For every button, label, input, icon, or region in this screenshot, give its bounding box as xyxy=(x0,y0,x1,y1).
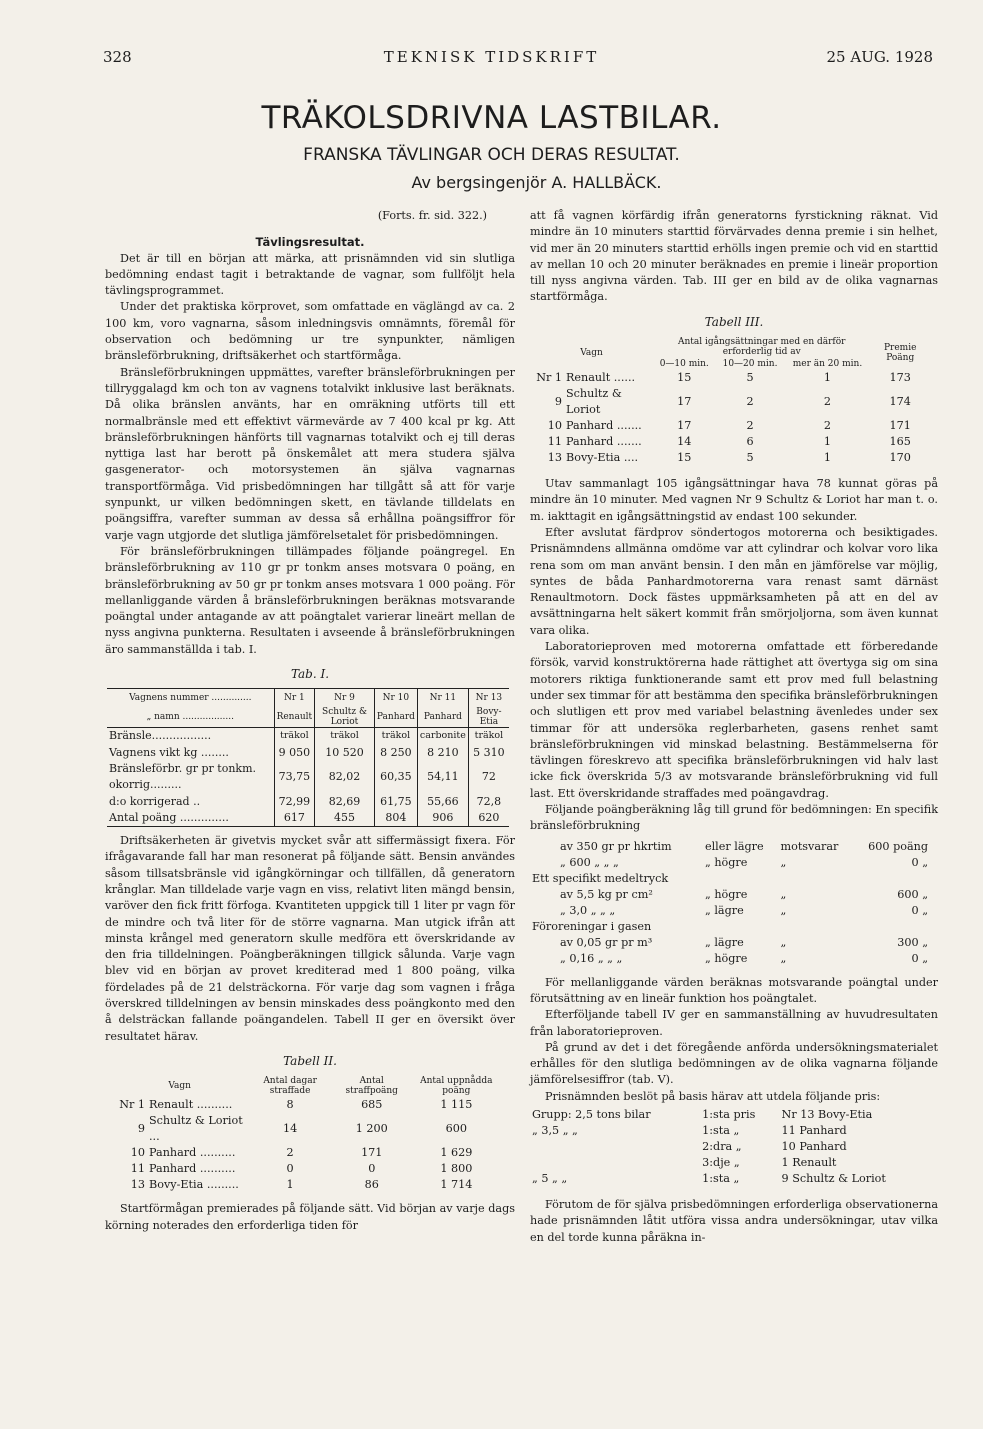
continued-note: (Forts. fr. sid. 322.) xyxy=(377,209,487,222)
row-number: 10 xyxy=(130,1146,145,1160)
paragraph: Startförmågan premierades på följande sätt. Vid början av varje dags körning noterades den erforderliga tiden för xyxy=(105,1202,515,1232)
table-cell: 8 xyxy=(286,1098,294,1112)
points-condition: „ 0,16 „ „ „ xyxy=(560,951,623,965)
points-value: 600 poäng xyxy=(868,839,928,853)
table-row xyxy=(107,810,509,827)
table-cell: 600 xyxy=(445,1122,467,1136)
table-cell: 73,75 xyxy=(274,761,315,794)
row-number: 10 xyxy=(547,419,562,433)
header-cell: Renault xyxy=(274,707,315,728)
table-caption: Tabell II. xyxy=(283,1053,337,1068)
prize-vehicle: 10 Panhard xyxy=(781,1139,847,1153)
table-cell: 906 xyxy=(417,810,468,827)
table-cell: 55,66 xyxy=(417,794,468,810)
row-number: 13 xyxy=(547,451,562,465)
table-cell: 9 050 xyxy=(274,745,315,761)
header-cell: Antal dagar straffade xyxy=(263,1076,317,1097)
row-label: Schultz & Loriot xyxy=(566,387,622,417)
table-row xyxy=(113,1113,503,1145)
row-number: 9 xyxy=(554,395,562,409)
points-group-label: Föroreningar i gasen xyxy=(532,919,652,933)
prize-rank: 1:sta „ xyxy=(702,1123,740,1137)
points-row xyxy=(530,855,930,871)
table-cell: 82,02 xyxy=(315,761,375,794)
running-header xyxy=(0,48,983,74)
paragraph: Det är till en början att märka, att prisnämnden vid sin slutliga bedömning endast tagit i betraktande de vagnar, som fullföljt hela tävlingsprogrammet. xyxy=(105,251,515,298)
points-row xyxy=(530,935,930,951)
table-cell: 15 xyxy=(677,451,692,465)
table-cell: 61,75 xyxy=(374,794,417,810)
table-cell: 14 xyxy=(282,1122,298,1136)
paragraph: För bränsleförbrukningen tillämpades följande poängregel. En bränsleförbrukning av 110 gr pr tonkm anses motsvara 0 poäng, en bränsleförbrukning av 50 gr pr tonkm anses motsvara 1 000 poäng. För mellanliggande värden å bränsleförbrukningen beräknas motsvarande poängtal under antagande av att poängtalet varierar lineärt mellan de nyss angivna punkterna. Resultaten i avseende å bränsleförbrukningen äro sammanställda i tab. I. xyxy=(105,544,515,656)
row-label: Renault .......... xyxy=(149,1098,233,1112)
points-limit: „ högre xyxy=(704,951,748,965)
journal-name: TEKNISK TIDSKRIFT xyxy=(383,48,600,66)
paragraph: För mellanliggande värden beräknas motsvarande poängtal under förutsättning av en lineär funktion hos poängtalet. xyxy=(530,975,938,1005)
points-limit: „ högre xyxy=(704,887,748,901)
row-number: Nr 1 xyxy=(536,371,562,385)
header-cell: Nr 10 xyxy=(374,689,417,708)
table-row xyxy=(530,386,930,418)
table-caption: Tabell III. xyxy=(704,314,764,329)
table-cell: 455 xyxy=(315,810,375,827)
table-cell: 1 200 xyxy=(355,1122,388,1136)
table-cell: träkol xyxy=(274,728,315,745)
table-cell: 1 xyxy=(823,371,832,385)
table-cell: 620 xyxy=(468,810,509,827)
table-row xyxy=(530,418,930,434)
table-row xyxy=(530,450,930,466)
row-label: Panhard ....... xyxy=(566,435,642,449)
table-cell: 1 115 xyxy=(440,1098,473,1112)
table-cell: 2 xyxy=(746,419,754,433)
points-group-label: Ett specifikt medeltryck xyxy=(532,871,669,885)
points-value: 0 „ xyxy=(911,855,928,869)
header-cell: mer än 20 min. xyxy=(792,359,863,370)
table-cell: 5 xyxy=(746,371,754,385)
header-cell: Vagn xyxy=(580,348,603,359)
row-number: 13 xyxy=(130,1178,145,1192)
table-cell: 1 xyxy=(823,451,832,465)
table-cell: 6 xyxy=(746,435,754,449)
table-row xyxy=(107,794,509,810)
table-cell: 72,8 xyxy=(468,794,509,810)
prize-vehicle: 1 Renault xyxy=(781,1155,837,1169)
section-heading: Tävlingsresultat. xyxy=(255,235,365,250)
paragraph: Prisnämnden beslöt på basis härav att utdela följande pris: xyxy=(545,1089,881,1103)
points-verb: motsvarar xyxy=(780,839,839,853)
header-cell: Antal igångsättningar med en därför erforderlig tid av xyxy=(677,337,846,358)
table-row xyxy=(107,761,509,794)
row-number: 11 xyxy=(547,435,562,449)
table-cell: 617 xyxy=(274,810,315,827)
paragraph: att få vagnen körfärdig ifrån generatorns fyrstickning räknat. Vid mindre än 10 minuters starttid förvärvades denna premie i sin helhet, vid mer än 20 minuters starttid erhölls ingen premie och vid en starttid av mellan 10 och 20 minuter beräknades en premie i lineär proportion till nyss angivna värden. Tab. III ger en bild av de olika vagnarnas startförmåga. xyxy=(530,209,938,304)
header-cell: Schultz & Loriot xyxy=(315,707,375,728)
table-row xyxy=(113,1177,503,1193)
table-row xyxy=(113,1161,503,1177)
paragraph: Utav sammanlagt 105 igångsättningar hava 78 kunnat göras på mindre än 10 minuter. Med vagnen Nr 9 Schultz & Loriot har man t. o. m. iakttagit en igångsättningstid av endast 100 sekunder. xyxy=(530,477,938,523)
table-cell: 60,35 xyxy=(374,761,417,794)
table-row xyxy=(530,370,930,386)
points-value: 0 „ xyxy=(911,951,928,965)
points-condition: av 350 gr pr hkrtim xyxy=(560,839,672,853)
left-column xyxy=(105,208,515,1234)
points-value: 0 „ xyxy=(911,903,928,917)
row-label: Renault ...... xyxy=(566,371,636,385)
points-limit: „ lägre xyxy=(704,935,744,949)
table-cell: 2 xyxy=(286,1146,294,1160)
points-row xyxy=(530,871,930,887)
table-row xyxy=(107,728,509,745)
table-cell: 5 xyxy=(746,451,754,465)
table-cell: 82,69 xyxy=(315,794,375,810)
row-number: 9 xyxy=(137,1122,145,1136)
prize-rank: 1:sta pris xyxy=(702,1107,756,1121)
points-limit: eller lägre xyxy=(704,839,764,853)
paragraph: Bränsleförbrukningen uppmättes, varefter bränsleförbrukningen per tillryggalagd km och ton av vagnens totalvikt inklusive last beräknats. Då olika bränslen använts, har en omräkning utförts till ett normalbränsle med ett effektivt värmevärde av 7 400 kcal pr kg. Att bränsleförbrukningen hänförts till vagnarnas totalvikt och ej till deras nyttiga last har berott på önskemålet att mera studera själva gasgenerator- och motorsystemen än själva vagnarnas transportförmåga. Vid prisbedömningen har tillgått så att för varje synpunkt, ur vilken bedömningen skett, en tävlande tilldelats en poängsiffra, varefter summan av dessa så erhållna poängsiffror för varje vagn utgjorde det slutliga jämförelsetalet för prisbedömningen. xyxy=(105,365,515,542)
row-number: 11 xyxy=(130,1162,145,1176)
prize-row xyxy=(530,1123,930,1139)
table-cell: 171 xyxy=(361,1146,383,1160)
right-column xyxy=(530,208,938,1246)
header-cell: Panhard xyxy=(374,707,417,728)
table-cell: 86 xyxy=(364,1178,379,1192)
table-cell: 14 xyxy=(677,435,692,449)
points-value: 300 „ xyxy=(897,935,928,949)
table-cell: 54,11 xyxy=(417,761,468,794)
header-cell: Premie Poäng xyxy=(883,343,917,364)
points-condition: „ 600 „ „ „ xyxy=(560,855,619,869)
table-cell: 804 xyxy=(374,810,417,827)
table-cell: 1 714 xyxy=(440,1178,473,1192)
header-cell: 10—20 min. xyxy=(722,359,778,370)
header-cell: Vagn xyxy=(168,1081,191,1092)
prize-rank: 1:sta „ xyxy=(702,1171,740,1185)
table-cell: 72,99 xyxy=(274,794,315,810)
table-row xyxy=(530,434,930,450)
points-scheme xyxy=(530,839,930,967)
header-cell: Antal uppnådda poäng xyxy=(420,1076,493,1097)
header-cell: Nr 11 xyxy=(417,689,468,708)
table-cell: 685 xyxy=(361,1098,383,1112)
table-cell: 173 xyxy=(889,371,911,385)
prize-vehicle: 9 Schultz & Loriot xyxy=(781,1171,886,1185)
prize-group xyxy=(530,1139,700,1155)
points-row xyxy=(530,919,930,935)
table-cell: 1 xyxy=(286,1178,294,1192)
paragraph: På grund av det i det föregående anförda undersökningsmaterialet erhålles för den slutliga bedömningen av de olika vagnarna följande jämförelsesiffror (tab. V). xyxy=(530,1040,938,1087)
prize-group: „ 3,5 „ „ xyxy=(532,1123,578,1137)
points-condition: „ 3,0 „ „ „ xyxy=(560,903,616,917)
points-row xyxy=(530,839,930,855)
row-label: Schultz & Loriot ... xyxy=(149,1114,243,1144)
prize-group xyxy=(530,1155,700,1171)
table-cell: 17 xyxy=(677,419,692,433)
paragraph: Förutom de för själva prisbedömningen erforderliga observationerna hade prisnämnden låtit utföra vissa andra undersökningar, utav vilka en del torde kunna påräkna in- xyxy=(530,1197,938,1244)
page-number: 328 xyxy=(103,48,132,66)
table-cell: 2 xyxy=(746,395,754,409)
paragraph: Efterföljande tabell IV ger en sammanställning av huvudresultaten från laboratorieproven. xyxy=(530,1008,938,1038)
table-row xyxy=(113,1097,503,1113)
table-cell: 1 629 xyxy=(440,1146,473,1160)
paragraph: Driftsäkerheten är givetvis mycket svår att siffermässigt fixera. För ifrågavarande fall har man resonerat på följande sätt. Bensin användes såsom tillsatsbränsle vid igångkörningar och tillfällen, då generatorn krånglar. Man tilldelade varje vagn en viss, relativt liten mängd bensin, varöver den fick fritt förfoga. Kvantiteten uppgick till 1 liter pr vagn för de mindre och två liter för de större vagnarna. Man utgick ifrån att minsta krångel med generatorn skulle medföra ett överskridande av den fria tilldelningen. Poängberäkningen tillgick sålunda. Varje vagn blev vid en början av provet krediterad med 1 800 poäng, vilka fördelades på de 21 delsträckorna. För varje dag som vagnen i fråga överskred tilldelningen av bensin minskades dess poängkonto med den å delsträckan fallande poängandelen. Tabell II ger en översikt över resultatet härav. xyxy=(105,834,515,1043)
points-verb: „ xyxy=(780,855,787,869)
row-label: Bovy-Etia .... xyxy=(566,451,639,465)
fuel-consumption-table xyxy=(107,688,509,827)
row-label: Panhard .......... xyxy=(149,1162,236,1176)
article-byline: Av bergsingenjör A. HALLBÄCK. xyxy=(411,173,662,192)
row-label: Bovy-Etia ......... xyxy=(149,1178,239,1192)
prize-rank: 3:dje „ xyxy=(702,1155,740,1169)
row-label: Antal poäng .............. xyxy=(109,810,229,824)
row-label: Panhard .......... xyxy=(149,1146,236,1160)
prize-row xyxy=(530,1155,930,1171)
table-cell: 165 xyxy=(889,435,911,449)
article-subtitle: FRANSKA TÄVLINGAR OCH DERAS RESULTAT. xyxy=(303,145,680,165)
table-cell: 0 xyxy=(286,1162,294,1176)
prize-list xyxy=(530,1107,930,1187)
row-label: Panhard ....... xyxy=(566,419,642,433)
prize-row xyxy=(530,1171,930,1187)
prize-group: Grupp: 2,5 tons bilar xyxy=(532,1107,651,1121)
issue-date: 25 AUG. 1928 xyxy=(826,48,933,66)
table-cell: 8 210 xyxy=(417,745,468,761)
table-cell: 174 xyxy=(889,395,911,409)
points-row xyxy=(530,887,930,903)
points-limit: „ högre xyxy=(704,855,748,869)
table-cell: 2 xyxy=(823,395,832,409)
table-row xyxy=(113,1145,503,1161)
reliability-table xyxy=(113,1075,503,1193)
prize-row xyxy=(530,1107,930,1123)
points-condition: av 0,05 gr pr m³ xyxy=(560,935,653,949)
row-label: Bränsleförbr. gr pr tonkm. okorrig......... xyxy=(109,761,257,792)
points-verb: „ xyxy=(780,935,787,949)
table-cell: 72 xyxy=(468,761,509,794)
table-row xyxy=(107,745,509,761)
row-label: d:o korrigerad .. xyxy=(109,794,201,808)
paragraph: Laboratorieproven med motorerna omfattade ett förberedande försök, varvid konstruktörerna hade rättighet att övertyga sig om sina motorers riktiga funktionerande samt ett prov med full belastning under sex timmar för att bestämma den specifika bränsleförbrukningen och slutligen ett prov med variabel belastning ävenledes under sex timmar för att undersöka reglerbarheten, gasens renhet samt bränsleförbrukningen vid minskad belastning. Bestämmelserna för tävlingen föreskrevo att specifika bränsleförbrukningen vid halv last icke fick överskrida 5/3 av motsvarande bränsleförbrukning vid full last. Ett överskridande straffades med poängavdrag. xyxy=(530,640,938,800)
article-title: TRÄKOLSDRIVNA LASTBILAR. xyxy=(261,100,722,136)
header-cell: „ namn .................. xyxy=(107,707,274,728)
paragraph: Efter avslutat färdprov söndertogos motorerna och besiktigades. Prisnämndens allmänna omdöme var att cylindrar och kolvar voro lika rena som om man använt bensin. I den mån en jämförelse var möjlig, syntes de båda Panhardmotorerna vara renast samt därnäst Renaultmotorn. Dock fästes uppmärksamheten på att en del av avsättningarna helt säkert kommit från smörjoljorna, som även kunnat vara olika. xyxy=(530,525,938,637)
points-verb: „ xyxy=(780,887,787,901)
table-cell: 170 xyxy=(889,451,911,465)
prize-rank: 2:dra „ xyxy=(702,1139,742,1153)
table-cell: träkol xyxy=(315,728,375,745)
table-caption: Tab. I. xyxy=(290,667,330,682)
table-cell: träkol xyxy=(468,728,509,745)
table-cell: 10 520 xyxy=(315,745,375,761)
table-cell: 5 310 xyxy=(468,745,509,761)
table-cell: träkol xyxy=(374,728,417,745)
points-row xyxy=(530,903,930,919)
prize-group: „ 5 „ „ xyxy=(532,1171,568,1185)
header-cell: Nr 13 xyxy=(468,689,509,708)
table-cell: 8 250 xyxy=(374,745,417,761)
header-cell: Antal straffpoäng xyxy=(345,1076,398,1097)
table-cell: 1 800 xyxy=(440,1162,473,1176)
prize-vehicle: Nr 13 Bovy-Etia xyxy=(781,1107,873,1121)
header-cell: Panhard xyxy=(417,707,468,728)
points-limit: „ lägre xyxy=(704,903,744,917)
row-number: Nr 1 xyxy=(119,1098,145,1112)
starting-ability-table xyxy=(530,336,930,466)
points-verb: „ xyxy=(780,951,787,965)
row-label: Vagnens vikt kg ........ xyxy=(109,745,229,759)
table-cell: carbonite xyxy=(417,728,468,745)
table-cell: 2 xyxy=(823,419,832,433)
header-cell: Nr 1 xyxy=(274,689,315,708)
header-cell: 0—10 min. xyxy=(659,359,709,370)
header-cell: Bovy-Etia xyxy=(468,707,509,728)
prize-row xyxy=(530,1139,930,1155)
header-cell: Nr 9 xyxy=(315,689,375,708)
points-condition: av 5,5 kg pr cm² xyxy=(560,887,653,901)
table-cell: 0 xyxy=(368,1162,376,1176)
points-row xyxy=(530,951,930,967)
header-cell: Vagnens nummer .............. xyxy=(129,693,252,704)
table-cell: 15 xyxy=(677,371,692,385)
points-verb: „ xyxy=(780,903,787,917)
paragraph: Följande poängberäkning låg till grund för bedömningen: En specifik bränsleförbrukning xyxy=(530,803,938,833)
paragraph: Under det praktiska körprovet, som omfattade en väglängd av ca. 2 100 km, voro vagnarna, såsom inledningsvis omnämnts, föremål för observation och bedömning ur tre synpunkter, nämligen bränsleförbrukning, driftsäkerhet och startförmåga. xyxy=(105,300,515,363)
table-cell: 1 xyxy=(823,435,832,449)
points-value: 600 „ xyxy=(897,887,928,901)
table-cell: 171 xyxy=(889,419,911,433)
row-label: Bränsle................. xyxy=(109,729,212,743)
prize-vehicle: 11 Panhard xyxy=(781,1123,847,1137)
table-cell: 17 xyxy=(677,395,692,409)
